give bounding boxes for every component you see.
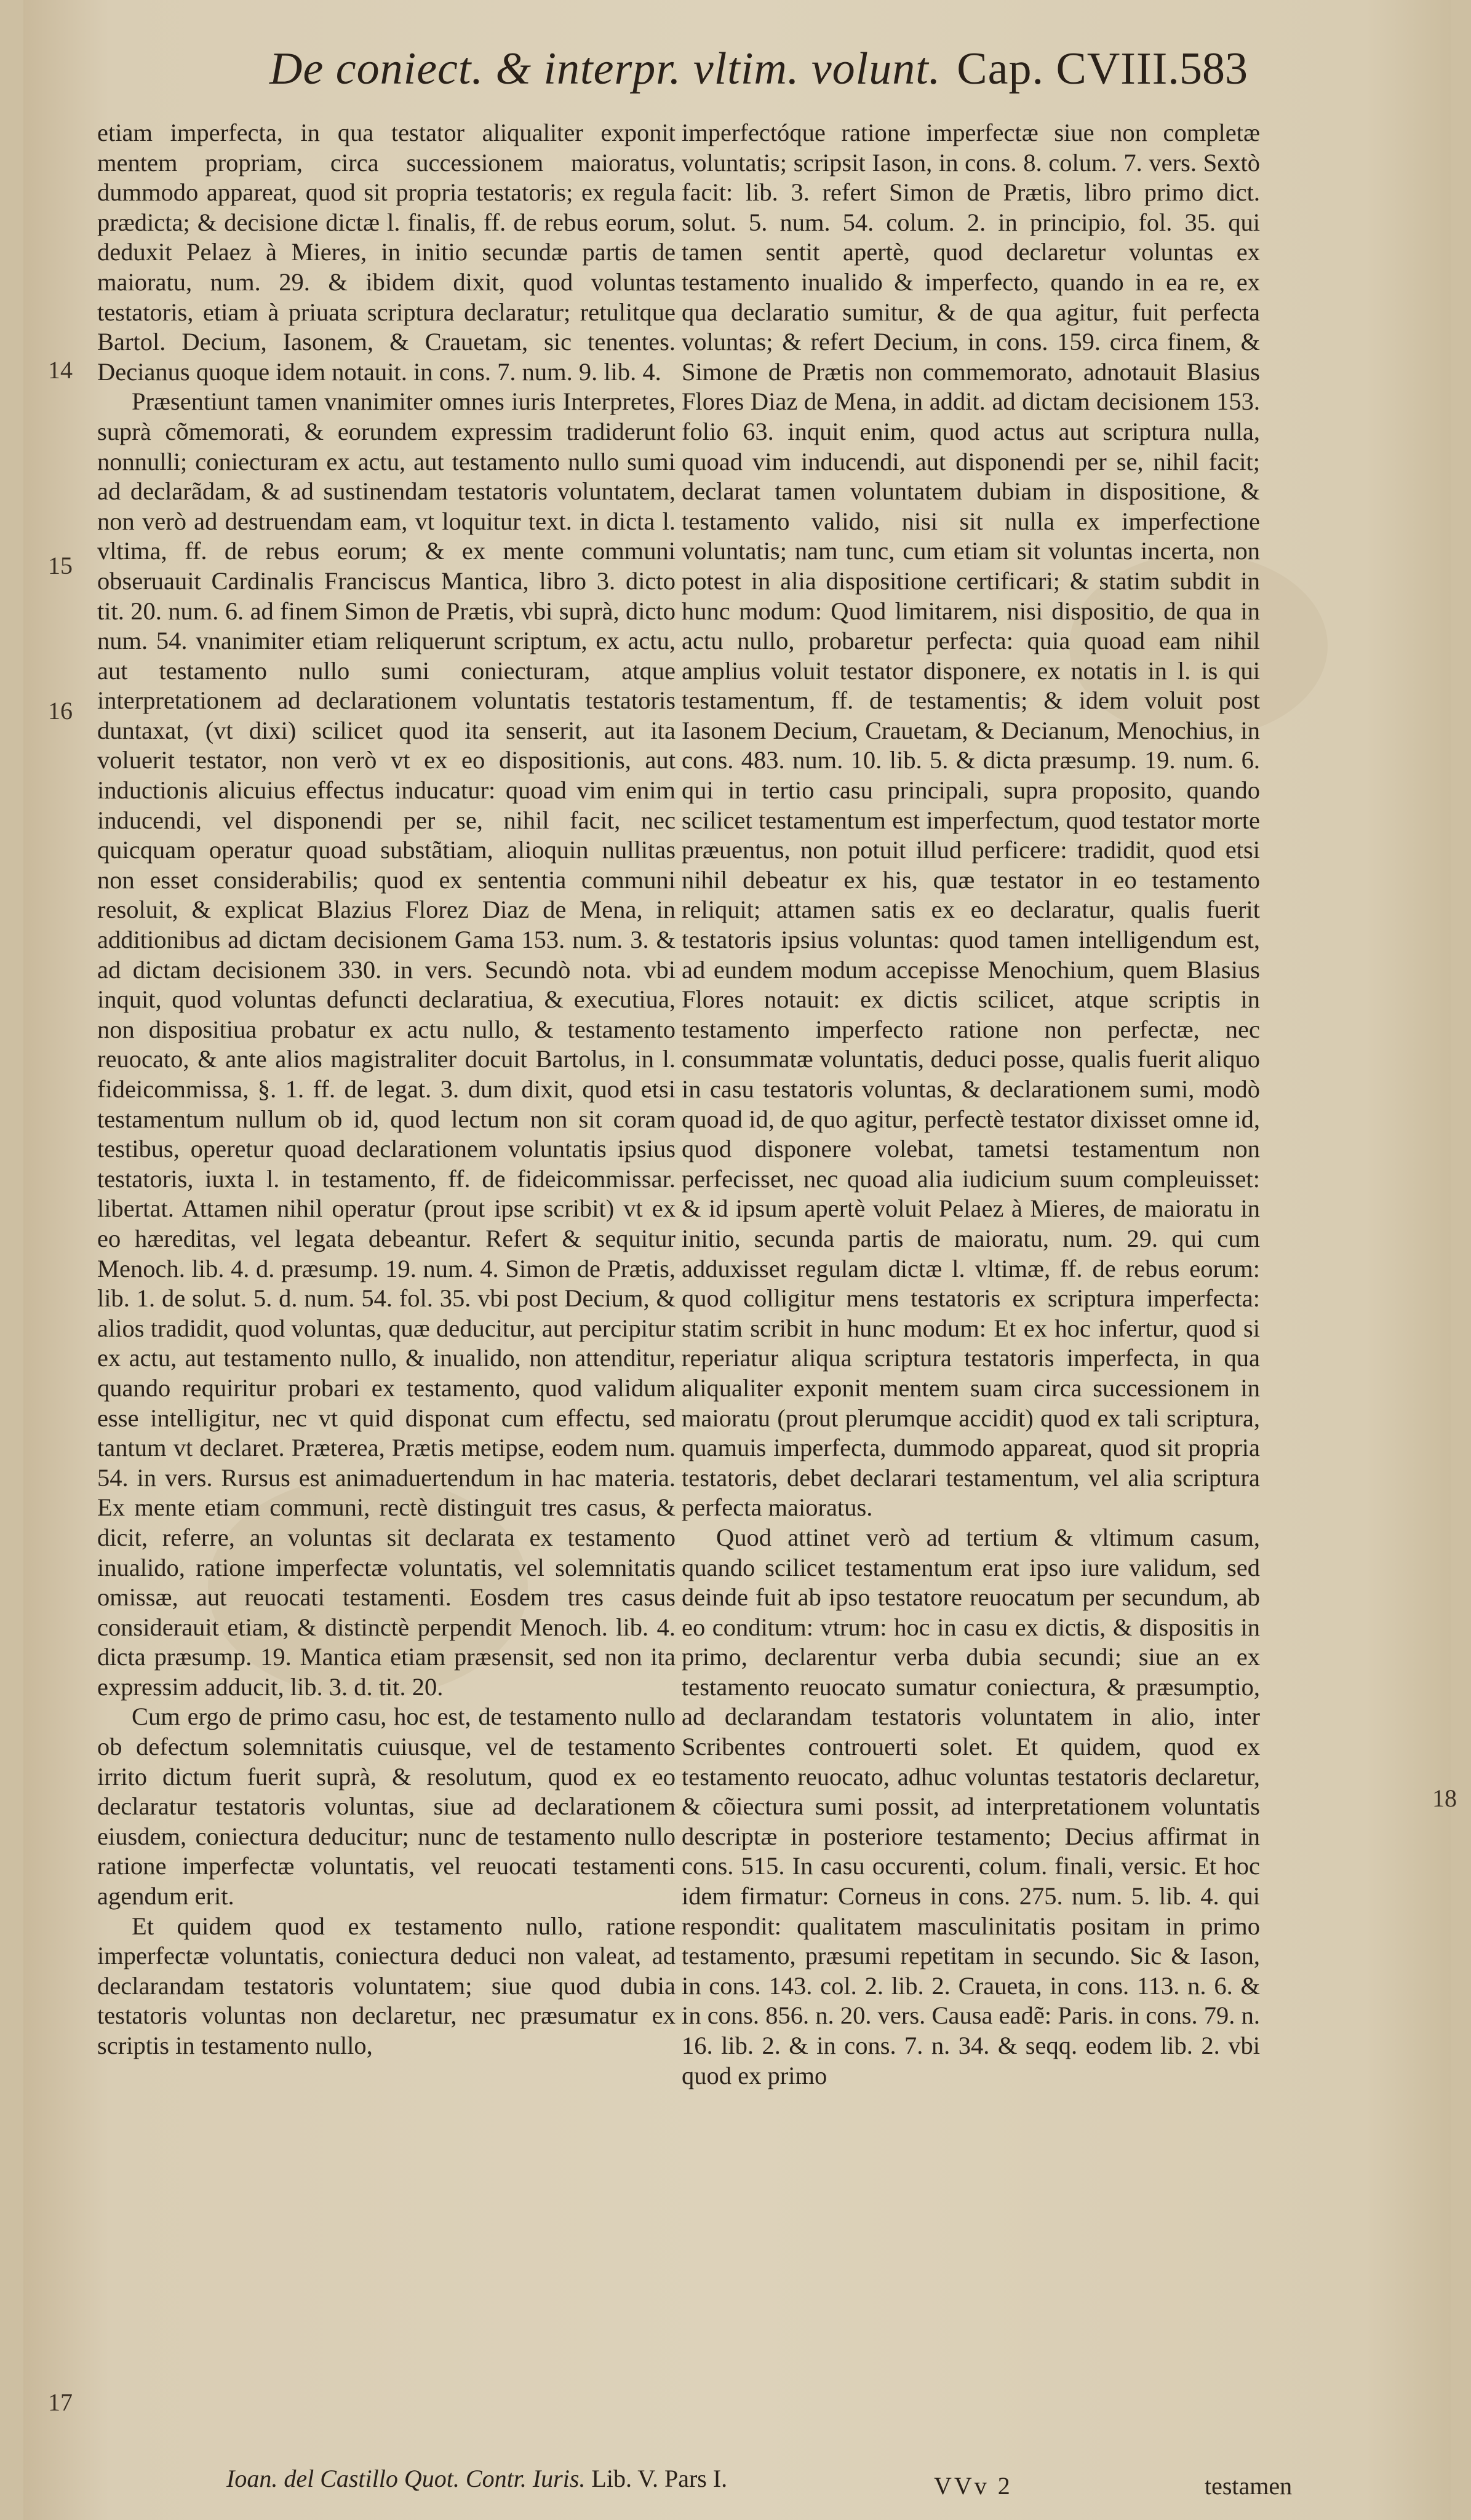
footer-book: Lib. V. Pars I. [591, 2465, 728, 2492]
paragraph: Et quidem quod ex testamento nullo, ratione imperfectæ voluntatis, coniectura deduci non valeat, ad declarandam testatoris voluntatem; siue quod dubia testatoris voluntas non declaretur, nec præsumatur ex scriptis in testamento nullo, [97, 1912, 676, 2059]
paragraph: Cum ergo de primo casu, hoc est, de testamento nullo ob defectum solemnitatis cuiusque, vel de testamento irrito dictum fuerit suprà, & resolutum, quod ex eo declaratur testatoris voluntas, siue ad declarationem eiusdem, coniectura deducitur; nunc de testamento nullo ratione imperfectæ voluntatis, vel reuocati testamenti agendum erit. [97, 1703, 676, 1910]
right-column [682, 118, 1260, 2091]
paragraph: Præsentiunt tamen vnanimiter omnes iuris Interpretes, suprà cõmemorati, & eorundem expressim tradiderunt nonnulli; coniecturam ex actu, aut testamento nullo sumi ad declarãdam, & ad sustinendam testatoris voluntatem, non verò ad destruendam eam, vt loquitur text. in dicta l. vltima, ff. de rebus eorum; & ex mente communi obseruauit Cardinalis Franciscus Mantica, libro 3. dicto tit. 20. num. 6. ad finem Simon de Prætis, vbi suprà, dicto num. 54. vnanimiter etiam reliquerunt scriptum, ex actu, aut testamento nullo sumi coniecturam, atque interpretationem ad declarationem voluntatis testatoris duntaxat, (vt dixi) scilicet quod ita senserit, aut ita voluerit testator, non verò vt ex eo dispositionis, aut inductionis alicuius effectus inducatur: quoad vim enim inducendi, vel disponendi per se, nihil facit, nec quicquam operatur quoad substãtiam, alioquin nullitas non esset considerabilis; quod ex sententia communi resoluit, & explicat Blazius Florez Diaz de Mena, in additionibus ad dictam decisionem Gama 153. num. 3. & ad dictam decisionem 330. in vers. Secundò nota. vbi inquit, quod voluntas defuncti declaratiua, & executiua, non dispositiua probatur ex actu nullo, & testamento reuocato, & ante alios magistraliter docuit Bartolus, in l. fideicommissa, §. 1. ff. de legat. 3. dum dixit, quod etsi testamentum nullum ob id, quod lectum non sit coram testibus, operetur quoad declarationem voluntatis ipsius testatoris, iuxta l. in testamento, ff. de fideicommissar. libertat. Attamen nihil operatur (prout ipse scribit) vt ex eo hæreditas, vel legata debeantur. Refert & sequitur Menoch. lib. 4. d. præsump. 19. num. 4. Simon de Prætis, lib. 1. de solut. 5. d. num. 54. fol. 35. vbi post Decium, & alios tradidit, quod voluntas, quæ deducitur, aut percipitur ex actu, aut testamento nullo, & inualido, non attenditur, quando requiritur probari ex testamento, quod validum esse intelligitur, nec vt quid disponat cum effectu, sed tantum vt declaret. Præterea, Prætis metipse, eodem num. 54. in vers. Rursus est animaduertendum in hac materia. Ex mente etiam communi, rectè distinguit tres casus, & dicit, referre, an voluntas sit declarata ex testamento inualido, ratione imperfectæ voluntatis, vel solemnitatis omissæ, aut reuocati testamenti. Eosdem tres casus considerauit etiam, & distinctè perpendit Menoch. lib. 4. dicta præsump. 19. Mantica etiam præsensit, sed non ita expressim adducit, lib. 3. d. tit. 20. [97, 388, 676, 1701]
footer-reference [226, 2464, 727, 2493]
book-page [23, 0, 1457, 2520]
page-number: 583 [1179, 44, 1248, 94]
chapter-label: Cap. CVIII. [957, 44, 1180, 94]
left-column [97, 118, 676, 2061]
margin-number: 17 [48, 2388, 73, 2416]
margin-number: 14 [48, 356, 73, 384]
catchword: testamen [1205, 2472, 1293, 2500]
margin-number: 16 [48, 697, 73, 725]
running-title-text: De coniect. & interpr. vltim. volunt. [269, 44, 941, 94]
paragraph: imperfectóque ratione imperfectæ siue non completæ voluntatis; scripsit Iason, in cons. 8. colum. 7. vers. Sextò facit: lib. 3. refert Simon de Prætis, libro primo dict. solut. 5. num. 54. colum. 2. in principio, fol. 35. qui tamen sentit apertè, quod declaretur voluntas ex testamento inualido & imperfecto, quando in ea re, ex qua declaratio sumitur, & de qua agitur, fuit perfecta voluntas; & refert Decium, in cons. 159. circa finem, & Simone de Prætis non commemorato, adnotauit Blasius Flores Diaz de Mena, in addit. ad dictam decisionem 153. folio 63. inquit enim, quod actus aut scriptura nulla, quoad vim inducendi, aut disponendi per se, nihil facit; declarat tamen voluntatem dubiam in dispositione, & testamento valido, nisi sit nulla ex imperfectione voluntatis; nam tunc, cum etiam sit voluntas incerta, non potest in alia dispositione certificari; & statim subdit in hunc modum: Quod limitarem, nisi dispositio, de qua in actu nullo, probaretur perfecta: quia quoad eam nihil amplius voluit testator disponere, ex notatis in l. is qui testamentum, ff. de testamentis; & idem voluit post Iasonem Decium, Crauetam, & Decianum, Menochius, in cons. 483. num. 10. lib. 5. & dicta præsump. 19. num. 6. qui in tertio casu principali, supra proposito, quando scilicet testamentum est imperfectum, quod testator morte præuentus, non potuit illud perficere: tradidit, quod etsi nihil debeatur ex his, quæ testator in eo testamento reliquit; attamen satis ex eo declaratur, qualis fuerit testatoris ipsius voluntas: quod tamen intelligendum est, ad eundem modum accepisse Menochium, quem Blasius Flores notauit: ex dictis scilicet, atque scriptis in testamento imperfecto ratione non perfectæ, nec consummatæ voluntatis, deduci posse, qualis fuerit aliquo in casu testatoris voluntas, & declarationem sumi, modò quoad id, de quo agitur, perfectè testator dixisset omne id, quod disponere volebat, tametsi testamentum non perfecisset, nec quoad alia iudicium suum compleuisset: & id ipsum apertè voluit Pelaez à Mieres, de maioratu in initio, secunda partis de maioratu, num. 29. qui cum adduxisset regulam dictæ l. vltimæ, ff. de rebus eorum: quod colligitur mens testatoris ex scriptura imperfecta: statim scribit in hunc modum: Et ex hoc infertur, quod si reperiatur aliqua scriptura testatoris imperfecta, in qua aliqualiter exponit mentem suam circa successionem in maioratu (prout plerumque accidit) quod ex tali scriptura, quamuis imperfecta, dummodo appareat, quod sit propria testatoris, debet declarari testamentum, vel alia scriptura perfecta maioratus. [682, 119, 1260, 1522]
signature-mark: VVv 2 [934, 2472, 1013, 2500]
paragraph: etiam imperfecta, in qua testator aliqualiter exponit mentem propriam, circa successionem maioratus, dummodo appareat, quod sit propria testatoris; ex regula prædicta; & decisione dictæ l. finalis, ff. de rebus eorum, deduxit Pelaez à Mieres, in initio secundæ partis de maioratu, num. 29. & ibidem dixit, quod voluntas testatoris, etiam à priuata scriptura declaratur; retulitque Bartol. Decium, Iasonem, & Crauetam, sic tenentes. Decianus quoque idem notauit. in cons. 7. num. 9. lib. 4. [97, 119, 676, 386]
paragraph: Quod attinet verò ad tertium & vltimum casum, quando scilicet testamentum erat ipso iure validum, sed deinde fuit ab ipso testatore reuocatum per secundum, ab eo conditum: vtrum: hoc in casu ex dictis, & dispositis in primo, declarentur verba dubia secundi; siue an ex testamento reuocato sumatur coniectura, & præsumptio, ad declarandam testatoris voluntatem in alio, inter Scribentes controuerti solet. Et quidem, quod ex testamento reuocato, adhuc voluntas testatoris declaretur, & cõiectura sumi possit, ad interpretationem voluntatis descriptæ in posteriore testamento; Decius affirmat in cons. 515. In casu occurenti, colum. finali, versic. Et hoc idem firmatur: Corneus in cons. 275. num. 5. lib. 4. qui respondit: qualitatem masculinitatis positam in primo testamento, præsumi repetitam in secundo. Sic & Iason, in cons. 143. col. 2. lib. 2. Craueta, in cons. 113. n. 6. & in cons. 856. n. 20. vers. Causa eadẽ: Paris. in cons. 79. n. 16. lib. 2. & in cons. 7. n. 34. & seqq. eodem lib. 2. vbi quod ex primo [682, 1523, 1260, 2089]
running-title [269, 43, 1303, 111]
margin-number: 15 [48, 552, 73, 579]
margin-number: 18 [1432, 1784, 1457, 1812]
footer-author: Ioan. del Castillo Quot. Contr. Iuris. [226, 2465, 586, 2492]
